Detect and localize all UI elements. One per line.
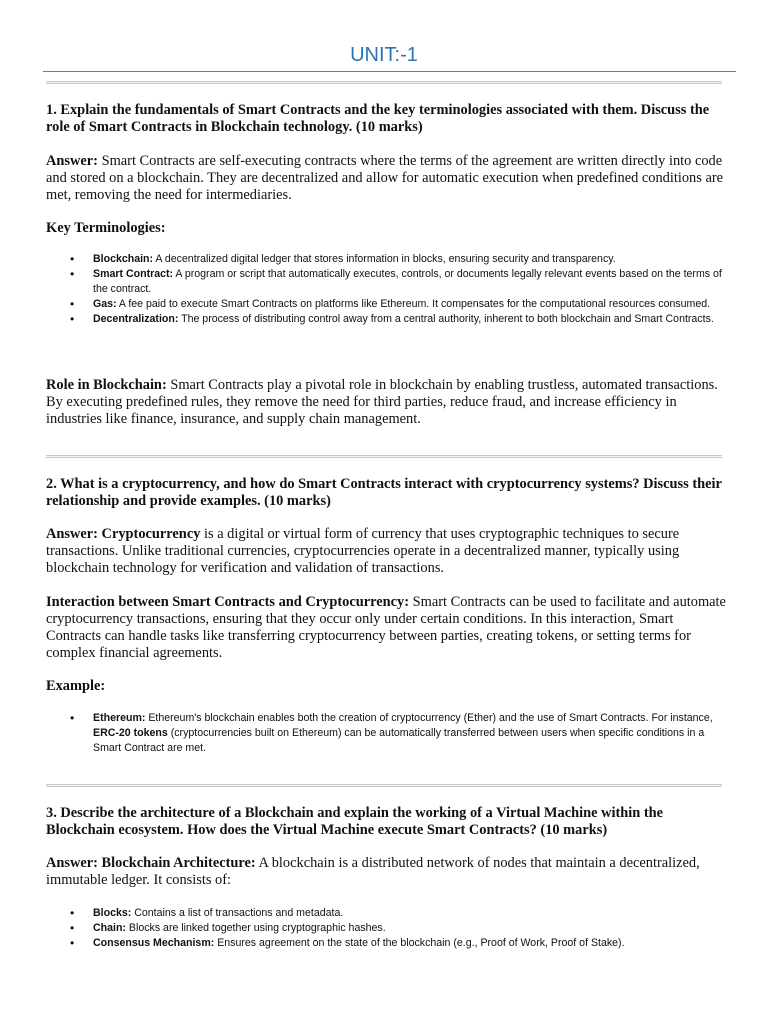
list-item	[46, 297, 726, 312]
title-underline	[43, 71, 736, 72]
term-label: Chain:	[93, 922, 126, 934]
list-item	[46, 267, 726, 297]
page-title: UNIT:-1	[350, 44, 418, 66]
term-definition: A decentralized digital ledger that stores information in blocks, ensuring security and transparency.	[153, 253, 616, 265]
list-item	[46, 711, 726, 756]
question-2	[46, 476, 726, 510]
interaction-paragraph	[46, 594, 726, 662]
answer-text: Smart Contracts are self-executing contracts where the terms of the agreement are written directly into code and stored on a blockchain. They are decentralized and allow for automatic execution when predefined conditions are met, removing the need for intermediaries.	[46, 153, 724, 203]
terminology-list	[46, 252, 726, 327]
term-label: Blockchain:	[93, 253, 154, 265]
answer-3	[46, 855, 726, 889]
example-heading-text: Example:	[46, 678, 106, 694]
interaction-text: Smart Contracts can be used to facilitate and automate cryptocurrency transactions, ensuring that they occur only under certain conditions. In this interaction, Smart Contracts can handle tasks like transferring cryptocurrency between parties, creating tokens, or setting terms for complex financial agreements.	[46, 594, 726, 661]
answer-text: is a digital or virtual form of currency that uses cryptographic techniques to secure transactions. Unlike traditional currencies, cryptocurrencies operate in a decentralized manner, typically using blockchain technology for verification and validation of transactions.	[46, 526, 680, 576]
question-3	[46, 805, 726, 839]
list-item	[46, 312, 726, 327]
example-text: (cryptocurrencies built on Ethereum) can be automatically transferred between users when specific conditions in a Smart Contract are met.	[93, 727, 705, 754]
term-label: Blocks:	[93, 907, 132, 919]
key-heading-text: Key Terminologies:	[46, 220, 166, 236]
key-terminologies-heading	[46, 220, 726, 237]
example-heading	[46, 678, 726, 695]
term-definition: The process of distributing control away from a central authority, inherent to both blockchain and Smart Contracts.	[178, 313, 714, 325]
role-text: Smart Contracts play a pivotal role in blockchain by enabling trustless, automated transactions. By executing predefined rules, they remove the need for third parties, reduce fraud, and increase efficiency in industries like finance, insurance, and supply chain management.	[46, 377, 718, 427]
question-2-text: 2. What is a cryptocurrency, and how do Smart Contracts interact with cryptocurrency systems? Discuss their relationship and provide examples. (10 marks)	[46, 476, 722, 509]
question-1-text: 1. Explain the fundamentals of Smart Contracts and the key terminologies associated with them. Discuss the role of Smart Contracts in Blockchain technology. (10 marks)	[46, 102, 710, 135]
term-label: Decentralization:	[93, 313, 179, 325]
role-label: Role in Blockchain:	[46, 377, 167, 393]
role-in-blockchain	[46, 377, 726, 428]
term-definition: A fee paid to execute Smart Contracts on platforms like Ethereum. It compensates for the computational resources consumed.	[116, 298, 711, 310]
example-list	[46, 711, 726, 756]
section-divider	[46, 455, 722, 458]
term-definition: Ensures agreement on the state of the blockchain (e.g., Proof of Work, Proof of Stake).	[214, 937, 625, 949]
term-definition: Blocks are linked together using cryptographic hashes.	[125, 922, 386, 934]
term-label: Gas:	[93, 298, 117, 310]
example-text: Ethereum's blockchain enables both the creation of cryptocurrency (Ether) and the use of Smart Contracts. For instance,	[145, 712, 713, 724]
list-item	[46, 936, 726, 951]
question-3-text: 3. Describe the architecture of a Blockchain and explain the working of a Virtual Machine within the Blockchain ecosystem. How does the Virtual Machine execute Smart Contracts? (10 marks)	[46, 805, 664, 838]
section-divider	[46, 81, 722, 84]
architecture-list	[46, 906, 726, 951]
term-definition: Contains a list of transactions and metadata.	[131, 907, 344, 919]
list-item	[46, 252, 726, 267]
question-1	[46, 102, 726, 136]
answer-1	[46, 153, 726, 204]
term-label: Smart Contract:	[93, 268, 174, 280]
term-label: ERC-20 tokens	[93, 727, 168, 739]
list-item	[46, 921, 726, 936]
answer-text: A blockchain is a distributed network of nodes that maintain a decentralized, immutable ledger. It consists of:	[46, 855, 700, 888]
answer-2	[46, 526, 726, 577]
answer-label: Answer: Cryptocurrency	[46, 526, 201, 542]
term-label: Ethereum:	[93, 712, 146, 724]
answer-label: Answer:	[46, 153, 98, 169]
list-item	[46, 906, 726, 921]
section-divider	[46, 784, 722, 787]
answer-label: Answer: Blockchain Architecture:	[46, 855, 256, 871]
term-label: Consensus Mechanism:	[93, 937, 215, 949]
interaction-label: Interaction between Smart Contracts and Cryptocurrency:	[46, 594, 410, 610]
term-definition: A program or script that automatically executes, controls, or documents legally relevant events based on the terms of the contract.	[93, 268, 722, 295]
